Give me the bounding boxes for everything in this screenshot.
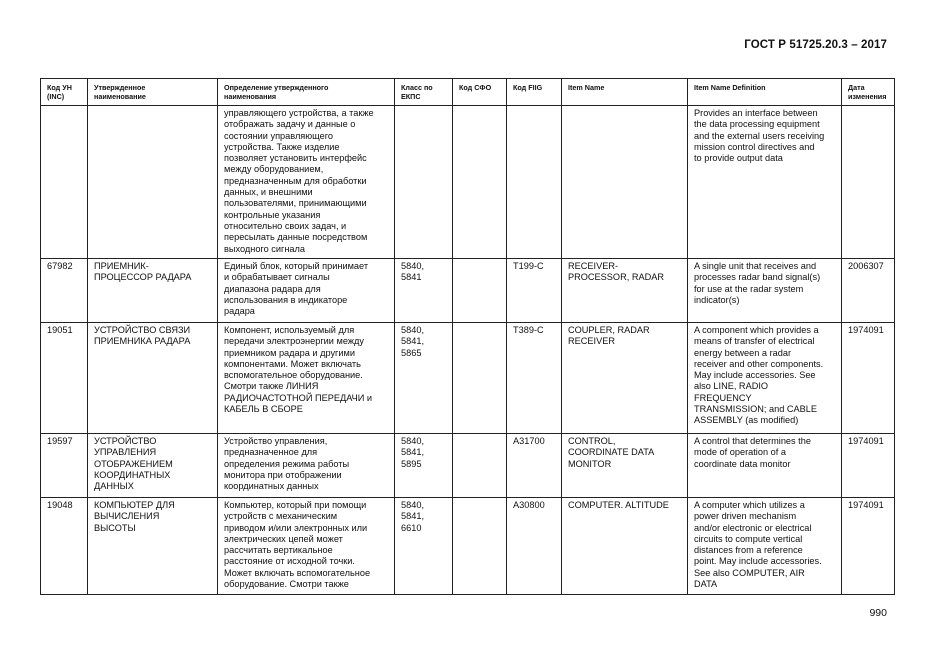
cell-sfo: [453, 106, 507, 259]
cell-inc: 19051: [41, 323, 88, 434]
cell-name-ru: КОМПЬЮТЕР ДЛЯ ВЫЧИСЛЕНИЯ ВЫСОТЫ: [88, 498, 218, 595]
table-row: [41, 434, 895, 498]
col-header-definition-en: Item Name Definition: [688, 79, 842, 106]
table-row: [41, 106, 895, 259]
cell-ekps: 5840, 5841, 5865: [395, 323, 453, 434]
page-number: 990: [869, 607, 887, 619]
cell-definition-en: Provides an interface between the data processing equipment and the external users receiving mission control directives and to provide output data: [688, 106, 842, 259]
catalog-table: [40, 78, 895, 595]
cell-date: [842, 106, 895, 259]
cell-ekps: 5840, 5841: [395, 259, 453, 323]
cell-sfo: [453, 259, 507, 323]
cell-sfo: [453, 434, 507, 498]
cell-inc: 19048: [41, 498, 88, 595]
cell-fiig: T199-C: [507, 259, 562, 323]
table-header-row: [41, 79, 895, 106]
cell-fiig: A31700: [507, 434, 562, 498]
cell-definition-ru: Компонент, используемый для передачи электроэнергии между приемником радара и другими компонентами. Может включать вспомогательное оборудование. Смотри также ЛИНИЯ РАДИОЧАСТОТНОЙ ПЕРЕДАЧИ и КАБЕЛЬ В СБОРЕ: [218, 323, 395, 434]
cell-inc: [41, 106, 88, 259]
col-header-name-ru: Утвержденное наименование: [88, 79, 218, 106]
cell-date: 1974091: [842, 323, 895, 434]
cell-fiig: A30800: [507, 498, 562, 595]
cell-definition-en: A computer which utilizes a power driven mechanism and/or electronic or electrical circuits to compute vertical distances from a reference point. May include accessories. See also COMPUTER, AIR DATA: [688, 498, 842, 595]
cell-sfo: [453, 323, 507, 434]
cell-item-name: RECEIVER- PROCESSOR, RADAR: [562, 259, 688, 323]
document-standard-header: ГОСТ Р 51725.20.3 – 2017: [744, 39, 887, 51]
table-row: [41, 498, 895, 595]
cell-definition-en: A component which provides a means of transfer of electrical energy between a radar receiver and other components. May include accessories. See also LINE, RADIO FREQUENCY TRANSMISSION; and CABLE ASSEMBLY (as modified): [688, 323, 842, 434]
cell-ekps: 5840, 5841, 5895: [395, 434, 453, 498]
cell-definition-ru: Устройство управления, предназначенное для определения режима работы монитора при отображении координатных данных: [218, 434, 395, 498]
cell-name-ru: [88, 106, 218, 259]
cell-definition-en: A control that determines the mode of operation of a coordinate data monitor: [688, 434, 842, 498]
cell-item-name: COUPLER, RADAR RECEIVER: [562, 323, 688, 434]
cell-name-ru: ПРИЕМНИК- ПРОЦЕССОР РАДАРА: [88, 259, 218, 323]
cell-ekps: [395, 106, 453, 259]
cell-date: 1974091: [842, 434, 895, 498]
cell-definition-ru: Единый блок, который принимает и обрабатывает сигналы диапазона радара для использования в индикаторе радара: [218, 259, 395, 323]
cell-item-name: CONTROL, COORDINATE DATA MONITOR: [562, 434, 688, 498]
table-row: [41, 259, 895, 323]
cell-definition-en: A single unit that receives and processes radar band signal(s) for use at the radar system indicator(s): [688, 259, 842, 323]
cell-item-name: [562, 106, 688, 259]
col-header-fiig: Код FIIG: [507, 79, 562, 106]
cell-fiig: [507, 106, 562, 259]
col-header-definition-ru: Определение утвержденного наименования: [218, 79, 395, 106]
cell-date: 1974091: [842, 498, 895, 595]
col-header-sfo: Код СФО: [453, 79, 507, 106]
cell-inc: 67982: [41, 259, 88, 323]
cell-definition-ru: Компьютер, который при помощи устройств с механическим приводом и/или электронных или электрических цепей может рассчитать вертикальное расстояние от исходной точки. Может включать вспомогательное оборудование. Смотри также: [218, 498, 395, 595]
cell-fiig: T389-C: [507, 323, 562, 434]
col-header-inc: Код УН (INC): [41, 79, 88, 106]
col-header-date: Дата изменения: [842, 79, 895, 106]
cell-name-ru: УСТРОЙСТВО УПРАВЛЕНИЯ ОТОБРАЖЕНИЕМ КООРДИНАТНЫХ ДАННЫХ: [88, 434, 218, 498]
cell-item-name: COMPUTER. ALTITUDE: [562, 498, 688, 595]
table-row: [41, 323, 895, 434]
cell-definition-ru: управляющего устройства, а также отображать задачу и данные о состоянии управляющего устройства. Также изделие позволяет установить интерфейс между оборудованием, предназначенным для обработки данных, и внешними пользователями, принимающими контрольные указания относительно своих задач, и пересылать данные посредством выходного сигнала: [218, 106, 395, 259]
cell-inc: 19597: [41, 434, 88, 498]
col-header-ekps: Класс по ЕКПС: [395, 79, 453, 106]
cell-name-ru: УСТРОЙСТВО СВЯЗИ ПРИЕМНИКА РАДАРА: [88, 323, 218, 434]
cell-date: 2006307: [842, 259, 895, 323]
cell-sfo: [453, 498, 507, 595]
col-header-item-name: Item Name: [562, 79, 688, 106]
cell-ekps: 5840, 5841, 6610: [395, 498, 453, 595]
